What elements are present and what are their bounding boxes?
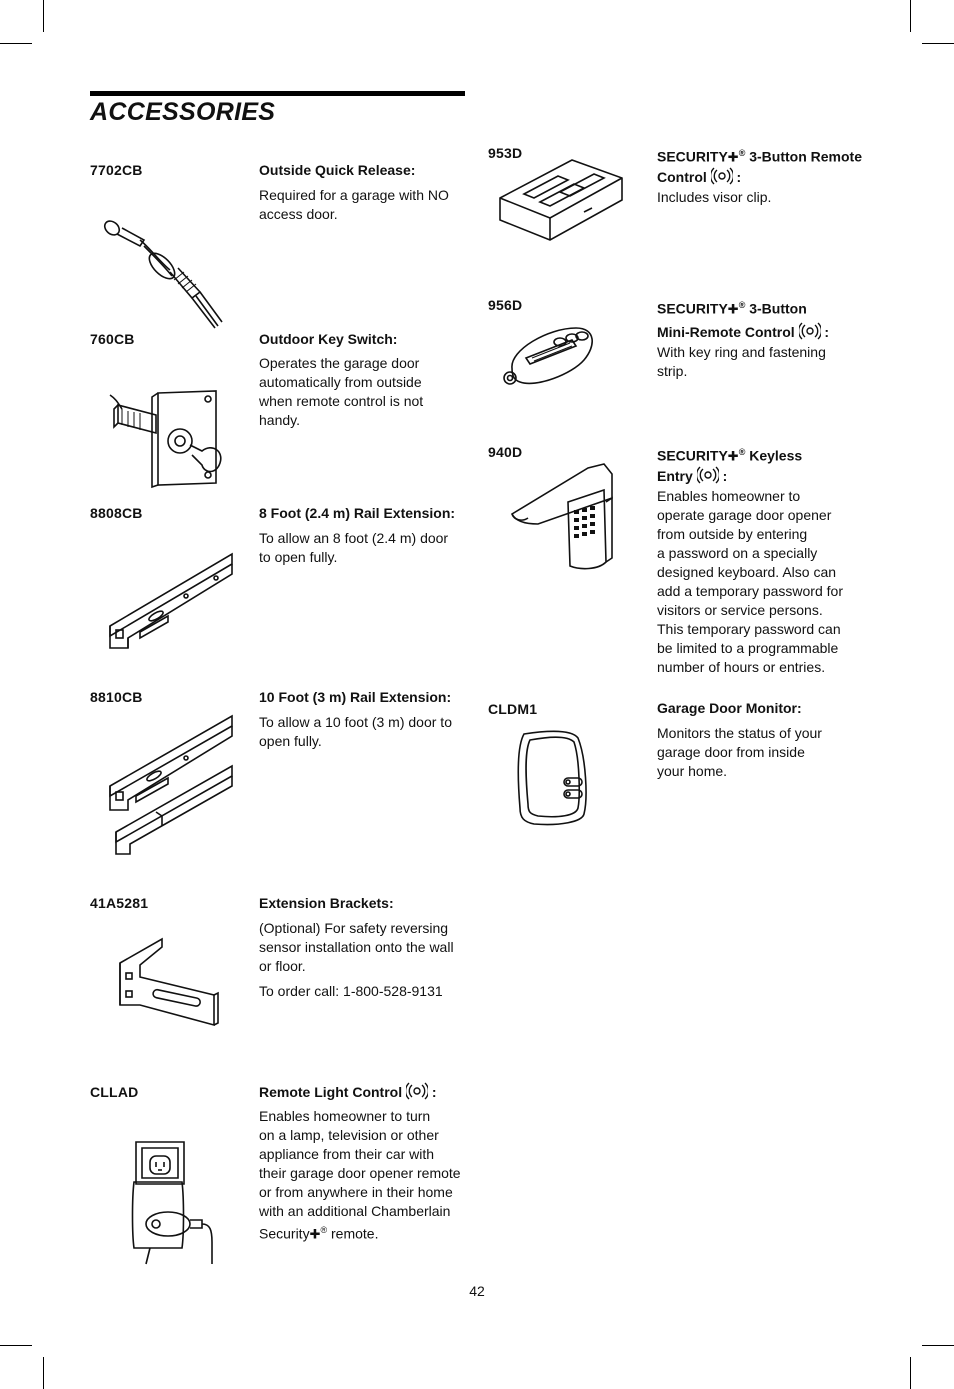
quick-release-illustration bbox=[100, 210, 230, 335]
part-number: 940D bbox=[488, 444, 523, 460]
item-heading: Outdoor Key Switch: bbox=[259, 331, 398, 347]
item-description: Monitors the status of your garage door from inside your home. bbox=[657, 725, 822, 779]
key-switch-illustration bbox=[108, 385, 228, 490]
item-heading: 10 Foot (3 m) Rail Extension: bbox=[259, 689, 452, 705]
extension-bracket-illustration bbox=[114, 935, 224, 1030]
security-plus-symbol: ✚ bbox=[309, 1226, 321, 1242]
page-title: ACCESSORIES bbox=[90, 98, 276, 126]
part-number: 760CB bbox=[90, 331, 135, 347]
crop-mark bbox=[0, 43, 32, 44]
item-description: Includes visor clip. bbox=[657, 189, 772, 205]
crop-mark bbox=[910, 1357, 911, 1389]
item-description: With key ring and fastening strip. bbox=[657, 344, 826, 379]
mini-remote-illustration bbox=[498, 324, 598, 394]
part-number: 956D bbox=[488, 297, 523, 313]
security-plus-symbol: ✚ bbox=[727, 448, 739, 464]
item-description: (Optional) For safety reversing sensor installation onto the wall or floor. To order call: 1-800-528-9131 bbox=[259, 920, 454, 999]
rail-extension-10ft-illustration bbox=[106, 712, 236, 857]
item-heading: Garage Door Monitor: bbox=[657, 700, 802, 716]
item-description: Enables homeowner to turn on a lamp, television or other appliance from their car with their garage door opener remote or from anywhere in their home with an additional Chamberlain Security✚® remote. bbox=[259, 1108, 461, 1242]
part-number: CLLAD bbox=[90, 1084, 139, 1100]
title-rule bbox=[90, 91, 465, 96]
crop-mark bbox=[43, 1357, 44, 1389]
item-description: To allow a 10 foot (3 m) door to open fully. bbox=[259, 714, 452, 749]
item-heading: SECURITY✚® Keyless Entry : bbox=[657, 447, 803, 484]
page-number: 42 bbox=[469, 1283, 485, 1299]
part-number: 8808CB bbox=[90, 505, 143, 521]
item-description: Operates the garage door automatically from outside when remote control is not handy. bbox=[259, 355, 424, 428]
radio-signal-icon bbox=[406, 1082, 428, 1100]
item-heading: Outside Quick Release: bbox=[259, 162, 416, 178]
radio-signal-icon bbox=[697, 466, 719, 484]
radio-signal-icon bbox=[711, 167, 733, 185]
crop-mark bbox=[43, 0, 44, 32]
item-heading: 8 Foot (2.4 m) Rail Extension: bbox=[259, 505, 456, 521]
radio-signal-icon bbox=[799, 322, 821, 340]
part-number: 8810CB bbox=[90, 689, 143, 705]
crop-mark bbox=[922, 43, 954, 44]
item-heading: SECURITY✚® 3-Button Mini-Remote Control : bbox=[657, 300, 830, 340]
crop-mark bbox=[910, 0, 911, 32]
three-button-remote-illustration bbox=[494, 154, 628, 246]
crop-mark bbox=[922, 1345, 954, 1346]
part-number: 41A5281 bbox=[90, 895, 149, 911]
part-number: 953D bbox=[488, 145, 523, 161]
item-heading: SECURITY✚® 3-Button Remote Control : bbox=[657, 148, 863, 185]
security-plus-symbol: ✚ bbox=[727, 149, 739, 165]
crop-mark bbox=[0, 1345, 32, 1346]
item-description: To allow an 8 foot (2.4 m) door to open fully. bbox=[259, 530, 449, 565]
keyless-entry-illustration bbox=[508, 462, 618, 574]
part-number: 7702CB bbox=[90, 162, 143, 178]
rail-extension-8ft-illustration bbox=[106, 550, 236, 650]
item-heading: Remote Light Control : bbox=[259, 1084, 437, 1100]
light-control-illustration bbox=[126, 1138, 226, 1266]
part-number: CLDM1 bbox=[488, 701, 538, 717]
item-description: Required for a garage with NO access door. bbox=[259, 187, 449, 222]
security-plus-symbol: ✚ bbox=[727, 301, 739, 317]
item-description: Enables homeowner to operate garage door opener from outside by entering a password on a specially designed keyboard. Also can add a temporary password for visitors or service persons. This temporary password can be limited to a programmable number of hours or entries. bbox=[657, 488, 843, 675]
garage-door-monitor-illustration bbox=[510, 728, 590, 828]
item-heading: Extension Brackets: bbox=[259, 895, 394, 911]
